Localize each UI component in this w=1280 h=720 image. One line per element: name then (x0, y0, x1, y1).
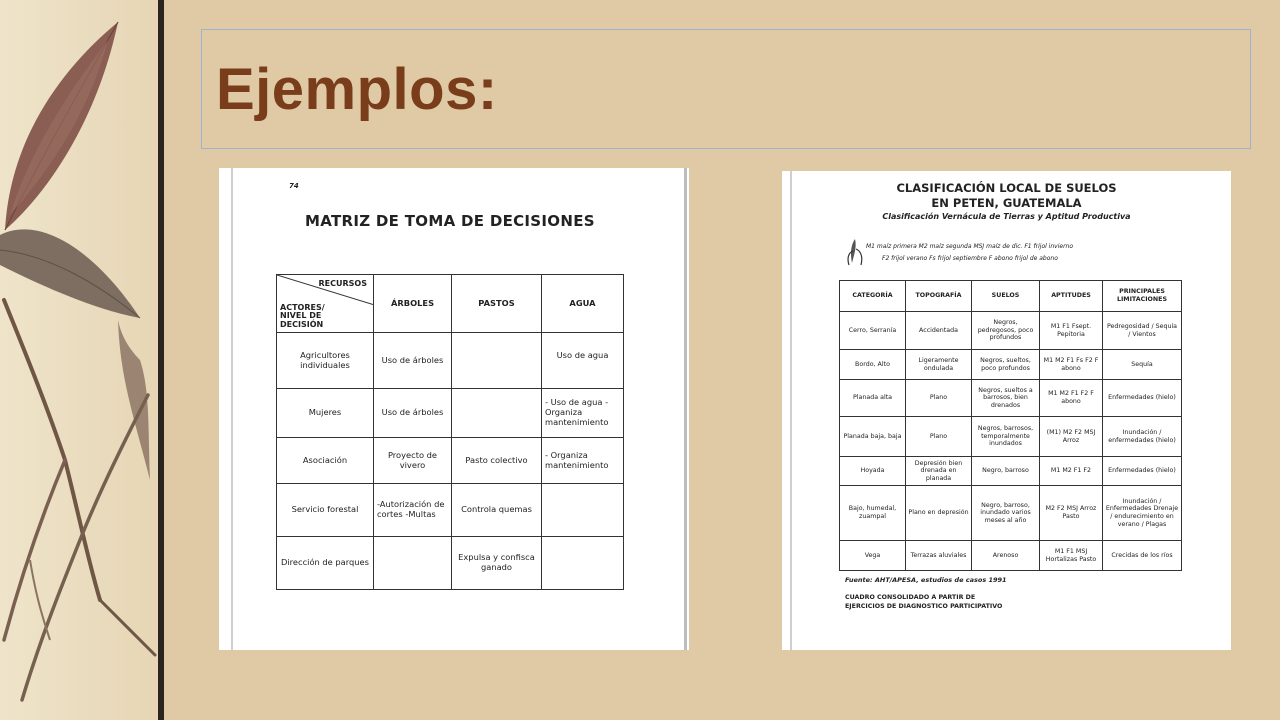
agua-cell (542, 537, 624, 590)
source-note: Fuente: AHT/APESA, estudios de casos 1991 (845, 576, 1007, 584)
pastos-cell: Controla quemas (452, 484, 542, 537)
actor-cell: Mujeres (277, 389, 374, 438)
aptitudes-cell: M1 F1 MSJ Hortalizas Pasto (1040, 541, 1103, 571)
categoria-cell: Cerro, Serranía (840, 312, 906, 350)
footer-note-line-1: CUADRO CONSOLIDADO A PARTIR DE (845, 594, 976, 601)
slide-title: Ejemplos: (216, 57, 498, 122)
limitaciones-cell: Sequía (1103, 350, 1182, 380)
pastos-cell: Pasto colectivo (452, 438, 542, 484)
column-header: SUELOS (972, 281, 1040, 312)
column-header: ÁRBOLES (374, 275, 452, 333)
table-row (277, 438, 624, 484)
corner-bottom-label: ACTORES/ NIVEL DE DECISIÓN (280, 302, 325, 330)
arboles-cell: Uso de árboles (374, 333, 452, 389)
suelos-cell: Negros, pedregosos, poco profundos (972, 312, 1040, 350)
table-row (277, 389, 624, 438)
column-header: PASTOS (452, 275, 542, 333)
column-header: PRINCIPALES LIMITACIONES (1103, 281, 1182, 312)
table-row (840, 380, 1182, 417)
pastos-cell (452, 389, 542, 438)
column-header: APTITUDES (1040, 281, 1103, 312)
topografia-cell: Depresión bien drenada en planada (906, 457, 972, 486)
categoria-cell: Hoyada (840, 457, 906, 486)
table-row (840, 350, 1182, 380)
pastos-cell: Expulsa y confisca ganado (452, 537, 542, 590)
limitaciones-cell: Enfermedades (hielo) (1103, 380, 1182, 417)
agua-cell: - Organiza mantenimiento (542, 438, 624, 484)
vertical-divider (158, 0, 164, 720)
categoria-cell: Planada alta (840, 380, 906, 417)
dried-leaves-illustration (0, 0, 158, 720)
table-row (840, 457, 1182, 486)
limitaciones-cell: Inundación / enfermedades (hielo) (1103, 417, 1182, 457)
table-row (277, 484, 624, 537)
arboles-cell: Proyecto de vivero (374, 438, 452, 484)
pastos-cell (452, 333, 542, 389)
table-row (840, 417, 1182, 457)
footer-note-line-2: EJERCICIOS DE DIAGNOSTICO PARTICIPATIVO (845, 603, 1003, 610)
topografia-cell: Ligeramente ondulada (906, 350, 972, 380)
actor-cell: Servicio forestal (277, 484, 374, 537)
arboles-cell: -Autorización de cortes -Multas (374, 484, 452, 537)
table-row (840, 312, 1182, 350)
limitaciones-cell: Pedregosidad / Sequía / Vientos (1103, 312, 1182, 350)
column-header: CATEGORÍA (840, 281, 906, 312)
document-title: MATRIZ DE TOMA DE DECISIONES (305, 212, 595, 230)
document-title-line-1: CLASIFICACIÓN LOCAL DE SUELOS (896, 181, 1117, 195)
column-header: TOPOGRAFÍA (906, 281, 972, 312)
agua-cell (542, 484, 624, 537)
soil-classification-table (839, 280, 1182, 571)
categoria-cell: Bajo, humedal, zuampal (840, 486, 906, 541)
actor-cell: Asociación (277, 438, 374, 484)
soil-classification-document (782, 171, 1231, 650)
matrix-corner-header (277, 275, 374, 333)
crop-legend-line-1: M1 maíz primera M2 maíz segunda MSJ maíz de dic. F1 frijol invierno (866, 243, 1074, 250)
table-row (840, 541, 1182, 571)
topografia-cell: Plano en depresión (906, 486, 972, 541)
corn-icon (845, 237, 865, 267)
table-row (277, 537, 624, 590)
aptitudes-cell: M1 M2 F1 Fs F2 F abono (1040, 350, 1103, 380)
decision-matrix-document (219, 168, 689, 650)
aptitudes-cell: M1 M2 F1 F2 (1040, 457, 1103, 486)
aptitudes-cell: M1 M2 F1 F2 F abono (1040, 380, 1103, 417)
document-title-line-2: EN PETEN, GUATEMALA (931, 196, 1082, 210)
limitaciones-cell: Enfermedades (hielo) (1103, 457, 1182, 486)
topografia-cell: Plano (906, 417, 972, 457)
suelos-cell: Negro, barroso (972, 457, 1040, 486)
decision-matrix-table (276, 274, 624, 590)
categoria-cell: Vega (840, 541, 906, 571)
categoria-cell: Planada baja, baja (840, 417, 906, 457)
suelos-cell: Negros, barrosos, temporalmente inundados (972, 417, 1040, 457)
suelos-cell: Arenoso (972, 541, 1040, 571)
agua-cell: Uso de agua (542, 333, 624, 389)
corner-top-label: RECURSOS (318, 279, 367, 288)
aptitudes-cell: M1 F1 Fsept. Pepitoria (1040, 312, 1103, 350)
categoria-cell: Bordo, Alto (840, 350, 906, 380)
arboles-cell: Uso de árboles (374, 389, 452, 438)
page-number: 74 (289, 182, 299, 190)
limitaciones-cell: Crecidas de los ríos (1103, 541, 1182, 571)
table-row (277, 333, 624, 389)
actor-cell: Dirección de parques (277, 537, 374, 590)
arboles-cell (374, 537, 452, 590)
column-header: AGUA (542, 275, 624, 333)
topografia-cell: Terrazas aluviales (906, 541, 972, 571)
suelos-cell: Negros, sueltos a barrosos, bien drenados (972, 380, 1040, 417)
agua-cell: - Uso de agua - Organiza mantenimiento (542, 389, 624, 438)
suelos-cell: Negros, sueltos, poco profundos (972, 350, 1040, 380)
actor-cell: Agricultores individuales (277, 333, 374, 389)
decorative-leaf-strip (0, 0, 158, 720)
suelos-cell: Negro, barroso, inundado varios meses al año (972, 486, 1040, 541)
document-subtitle: Clasificación Vernácula de Tierras y Aptitud Productiva (882, 212, 1131, 221)
table-row (840, 486, 1182, 541)
aptitudes-cell: M2 F2 MSJ Arroz Pasto (1040, 486, 1103, 541)
title-box (201, 29, 1251, 149)
aptitudes-cell: (M1) M2 F2 MSJ Arroz (1040, 417, 1103, 457)
topografia-cell: Plano (906, 380, 972, 417)
topografia-cell: Accidentada (906, 312, 972, 350)
limitaciones-cell: Inundación / Enfermedades Drenaje / endurecimiento en verano / Plagas (1103, 486, 1182, 541)
crop-legend-line-2: F2 frijol verano Fs frijol septiembre F abono frijol de abono (882, 255, 1058, 262)
